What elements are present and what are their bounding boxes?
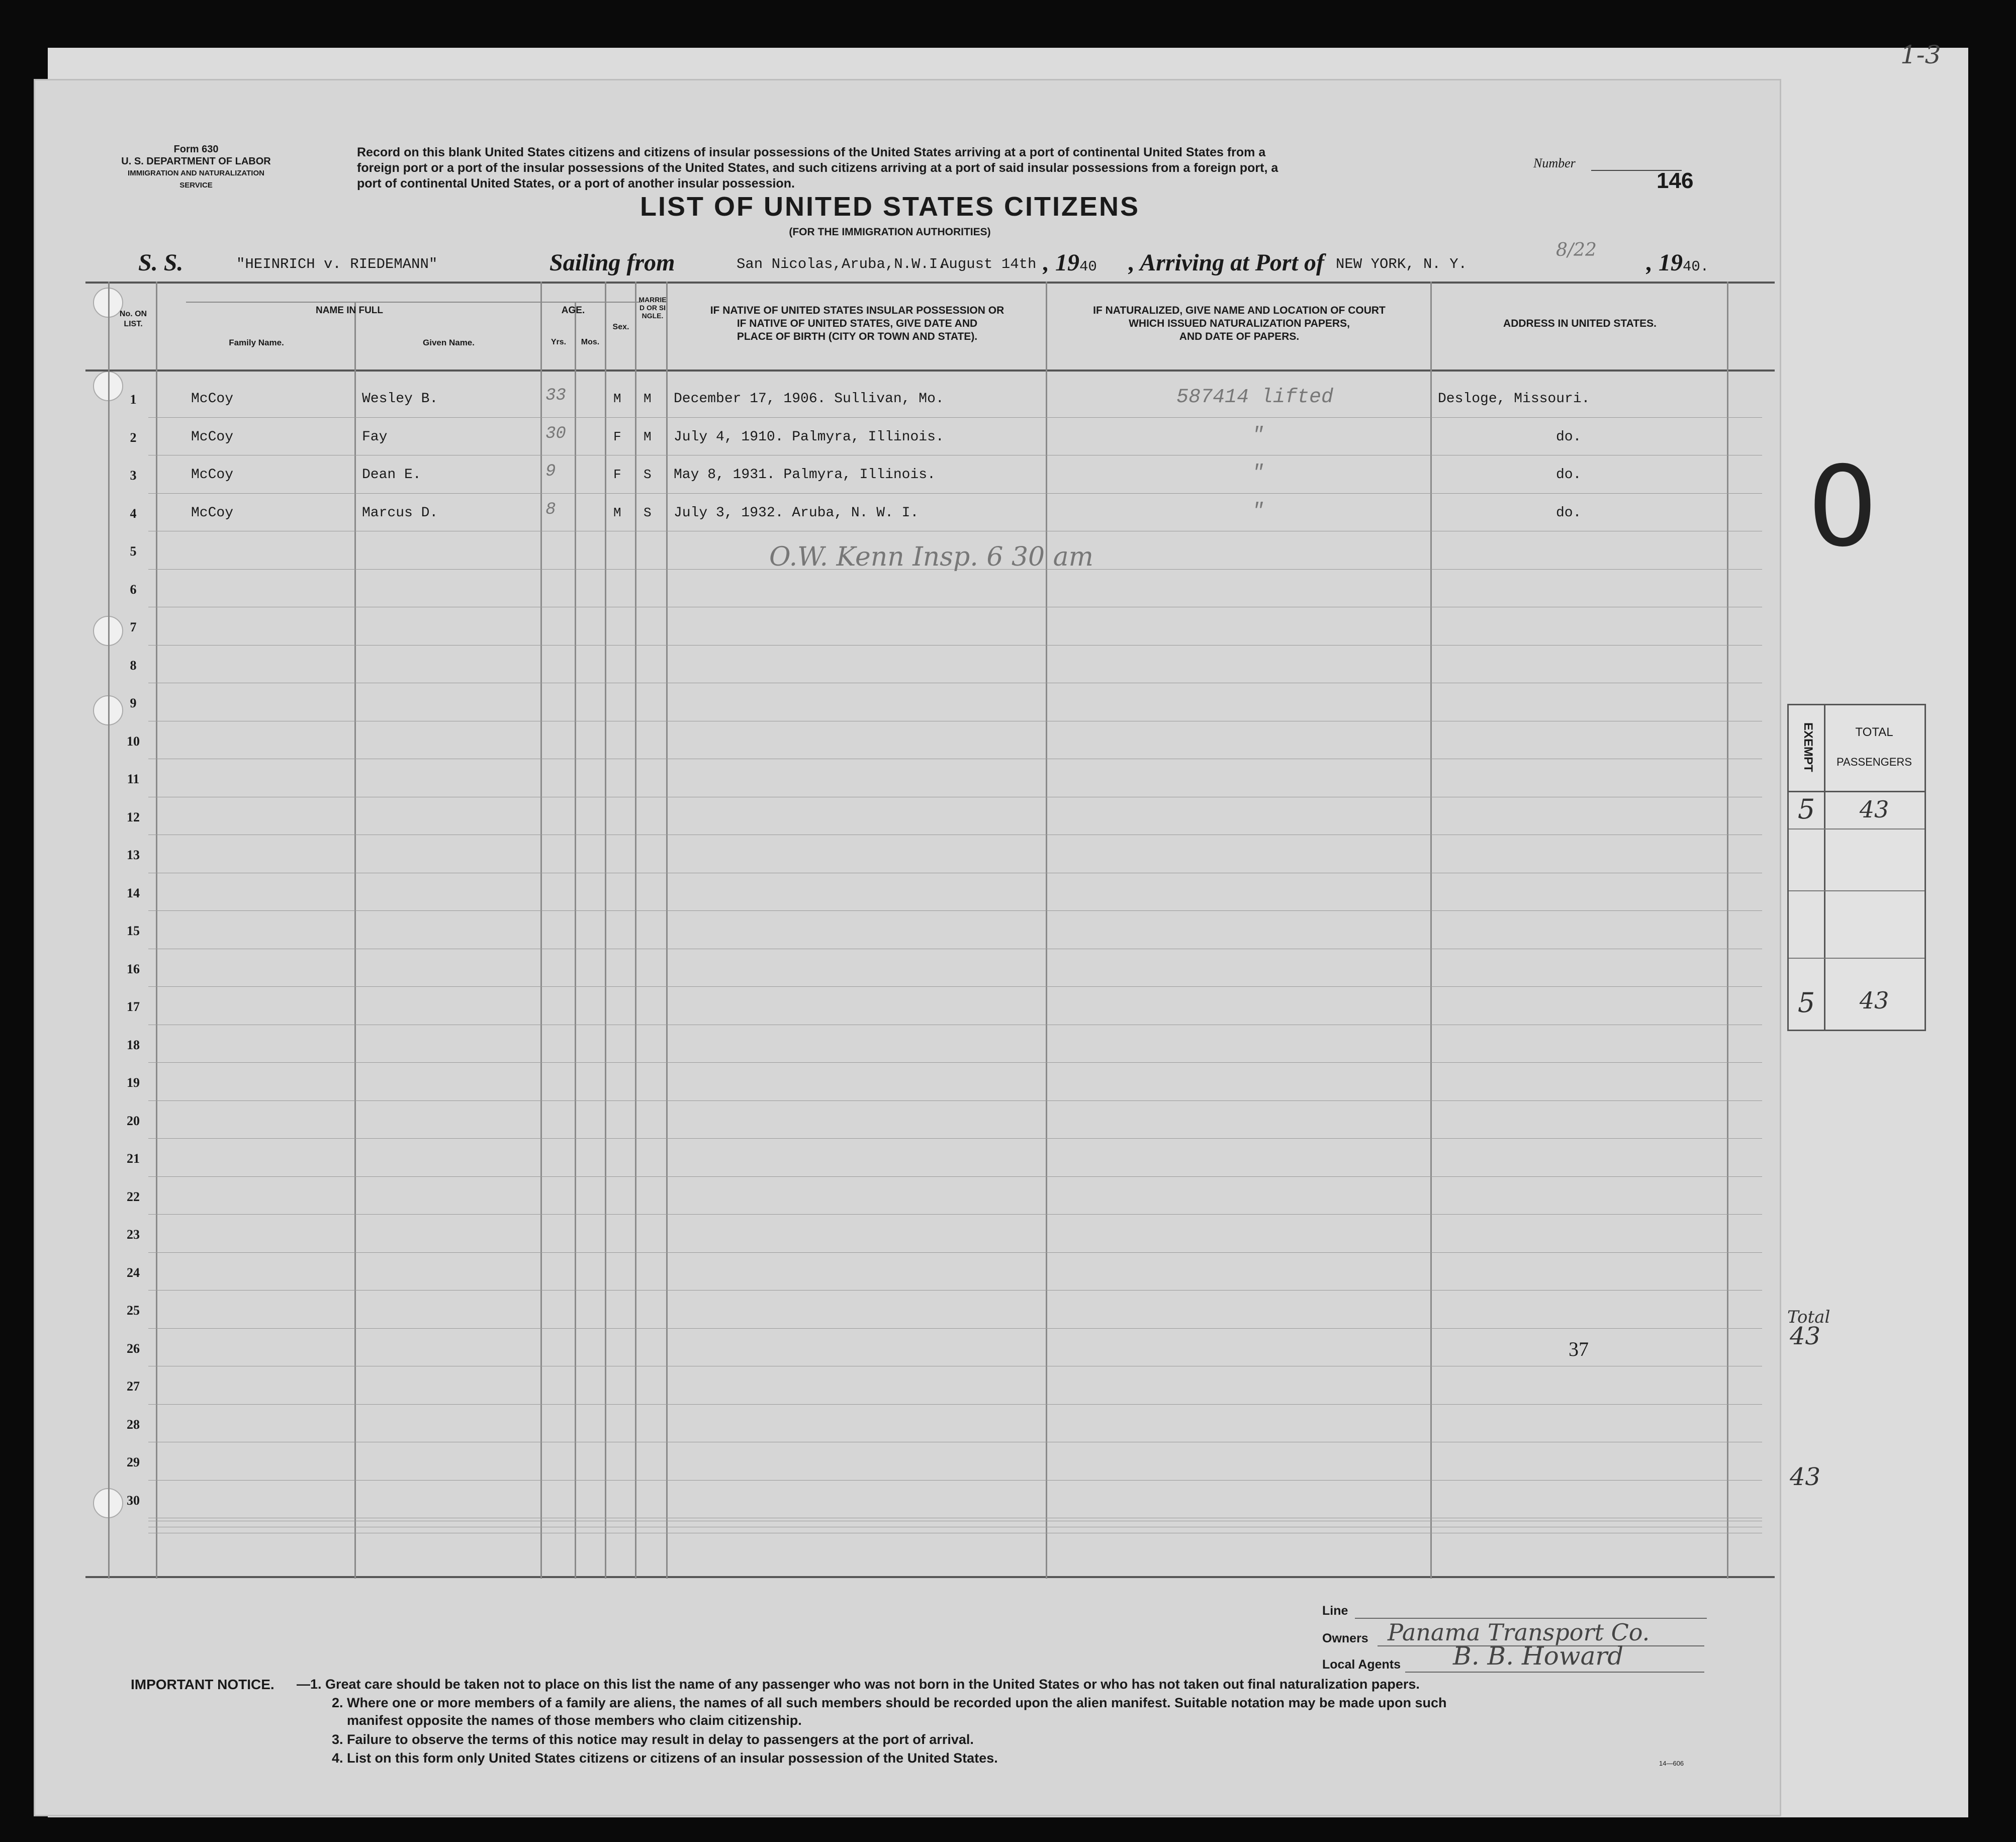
- passenger-sex: F: [613, 467, 621, 482]
- ship-name: "HEINRICH v. RIEDEMANN": [236, 256, 438, 272]
- passenger-marital-status: M: [644, 391, 652, 406]
- arrival-year: , 1940.: [1646, 249, 1709, 276]
- row-number: 5: [130, 544, 137, 559]
- large-handwritten-zero: 0: [1807, 442, 1878, 571]
- passenger-family-name: McCoy: [191, 505, 234, 521]
- exempt-label: EXEMPT: [1801, 722, 1815, 772]
- tally-total-value: 43: [1859, 796, 1889, 823]
- agents-signature: B. B. Howard: [1453, 1641, 1624, 1671]
- row-number: 20: [127, 1113, 140, 1128]
- col-header-months: Mos.: [581, 338, 600, 346]
- col-rule: [605, 282, 606, 1579]
- row-number: 18: [127, 1037, 140, 1052]
- row-number: 27: [127, 1379, 140, 1394]
- arrival-port: NEW YORK, N. Y.: [1336, 256, 1468, 272]
- age-group-rule: [566, 302, 641, 303]
- sailing-date: August 14th: [940, 256, 1037, 272]
- notice-item-3: 3. Failure to observe the terms of this notice may result in delay to passengers at the port of arrival.: [332, 1732, 974, 1747]
- col-rule: [1430, 282, 1432, 1579]
- tally-exempt-value: 5: [1797, 793, 1815, 825]
- row-number: 24: [127, 1265, 140, 1280]
- service-name: IMMIGRATION AND NATURALIZATION SERVICE: [128, 169, 264, 190]
- sail-year: , 1940: [1043, 249, 1097, 276]
- row-number: 23: [127, 1227, 140, 1242]
- row-number: 12: [127, 809, 140, 824]
- row-number: 11: [127, 772, 140, 786]
- passengers-label: PASSENGERS: [1837, 756, 1912, 768]
- form-issuer: [116, 143, 277, 192]
- passenger-birth-info: July 4, 1910. Palmyra, Illinois.: [674, 429, 944, 445]
- row-number: 25: [127, 1303, 140, 1318]
- col-header-age: AGE.: [561, 305, 585, 316]
- row-number: 7: [130, 620, 137, 634]
- passenger-sex: M: [613, 391, 621, 406]
- local-agents-label: Local Agents: [1322, 1657, 1401, 1672]
- tally-total-value-2: 43: [1859, 987, 1889, 1014]
- row-rule: [148, 1214, 1762, 1215]
- passenger-birth-info: December 17, 1906. Sullivan, Mo.: [674, 391, 944, 407]
- voyage-line: [138, 240, 1727, 279]
- notice-item-1: —1. Great care should be taken not to place on this list the name of any passenger who was not born in the United States or who has not taken out final naturalization papers.: [297, 1677, 1420, 1692]
- passenger-family-name: McCoy: [191, 391, 234, 407]
- table-header-rule: [85, 370, 1775, 372]
- line-label: Line: [1322, 1604, 1348, 1618]
- row-rule: [148, 1252, 1762, 1253]
- arrival-date: 8/22: [1556, 240, 1597, 260]
- col-header-years: Yrs.: [551, 338, 567, 346]
- passenger-naturalization: ": [1252, 424, 1264, 447]
- row-rule: [148, 1138, 1762, 1139]
- tally-rule: [1789, 828, 1925, 830]
- ss-label: S. S.: [138, 249, 184, 276]
- table-top-rule: [85, 282, 1775, 284]
- row-number: 8: [130, 658, 137, 673]
- row-rule: [148, 493, 1762, 494]
- department-name: U. S. DEPARTMENT OF LABOR: [121, 156, 271, 167]
- sailing-label: Sailing from: [549, 249, 675, 276]
- col-rule: [635, 282, 636, 1579]
- row-number: 15: [127, 924, 140, 938]
- passenger-sex: M: [613, 505, 621, 520]
- edge-total-word: Total: [1787, 1307, 1830, 1327]
- row-number: 29: [127, 1455, 140, 1469]
- passenger-address: Desloge, Missouri.: [1438, 391, 1590, 407]
- row-rule: [148, 1480, 1762, 1481]
- name-group-rule: [186, 302, 571, 303]
- total-label: TOTAL: [1855, 725, 1893, 739]
- row-number: 3: [130, 468, 137, 483]
- row-rule: [148, 417, 1762, 418]
- owners-label: Owners: [1322, 1631, 1368, 1645]
- passenger-naturalization: ": [1252, 500, 1264, 523]
- col-header-married: MARRIED OR SINGLE.: [638, 296, 667, 320]
- row-number: 10: [127, 733, 140, 749]
- table-bottom-rule: [85, 1576, 1775, 1578]
- page-count-note: 37: [1569, 1338, 1589, 1360]
- col-rule: [540, 282, 542, 1579]
- notice-item-4: 4. List on this form only United States citizens or citizens of an insular possession of the United States.: [332, 1751, 998, 1766]
- row-rule: [148, 1290, 1762, 1291]
- page-subtitle: (FOR THE IMMIGRATION AUTHORITIES): [789, 226, 991, 238]
- col-header-given-name: Given Name.: [423, 338, 475, 347]
- col-header-no: No. ON LIST.: [119, 310, 147, 328]
- form-number: Form 630: [173, 144, 219, 155]
- passenger-sex: F: [613, 429, 621, 444]
- manifest-sheet: [35, 80, 1780, 1815]
- edge-total-value: 43: [1790, 1322, 1821, 1350]
- row-number: 26: [127, 1341, 140, 1356]
- row-rule: [148, 1404, 1762, 1405]
- row-number: 21: [127, 1151, 140, 1166]
- arriving-label: , Arriving at Port of: [1129, 249, 1324, 276]
- print-code: 14—606: [1659, 1760, 1684, 1767]
- passenger-given-name: Dean E.: [362, 467, 421, 483]
- row-number: 1: [130, 392, 137, 407]
- row-rule: [148, 986, 1762, 987]
- row-rule: [148, 1328, 1762, 1329]
- inspector-note: O.W. Kenn Insp. 6 30 am: [769, 542, 1093, 572]
- row-rule: [148, 645, 1762, 646]
- col-rule: [666, 282, 668, 1579]
- passenger-naturalization: ": [1252, 462, 1264, 485]
- passenger-given-name: Fay: [362, 429, 388, 445]
- passenger-address: do.: [1556, 429, 1582, 445]
- departure-port: San Nicolas,Aruba,N.W.I.: [737, 256, 947, 272]
- passenger-tally-box: [1787, 704, 1926, 1031]
- notice-item-2-cont: manifest opposite the names of those members who claim citizenship.: [347, 1713, 802, 1728]
- row-number: 16: [127, 961, 140, 976]
- form-instructions: Record on this blank United States citizens and citizens of insular possessions of the United States arriving at a port of continental United States from a foreign port or a port of the insular possessions of the United States, and such citizens arriving at a port of said insular possessions from a foreign port, a port of continental United States, or a port of another insular possession.: [357, 145, 1278, 191]
- row-number: 28: [127, 1417, 140, 1432]
- row-rule: [148, 1062, 1762, 1063]
- row-number: 2: [130, 430, 137, 445]
- col-header-naturalized: IF NATURALIZED, GIVE NAME AND LOCATION OF COURT WHICH ISSUED NATURALIZATION PAPERS, AND DATE OF PAPERS.: [1093, 305, 1386, 342]
- col-header-name: NAME IN FULL: [315, 305, 384, 316]
- passenger-address: do.: [1556, 505, 1582, 521]
- passenger-marital-status: M: [644, 429, 652, 444]
- agents-underline: [1405, 1672, 1704, 1673]
- owners-signature: Panama Transport Co.: [1388, 1619, 1650, 1646]
- passenger-given-name: Marcus D.: [362, 505, 438, 521]
- col-rule: [1046, 282, 1047, 1579]
- row-number: 6: [130, 582, 137, 597]
- row-number: 17: [127, 999, 140, 1014]
- passenger-family-name: McCoy: [191, 429, 234, 445]
- passenger-age-years: 30: [545, 424, 566, 443]
- tally-rule: [1789, 890, 1925, 891]
- passenger-naturalization: 587414 lifted: [1176, 386, 1334, 409]
- row-rule: [148, 1176, 1762, 1177]
- passenger-age-years: 33: [545, 386, 566, 405]
- col-header-family-name: Family Name.: [229, 338, 284, 347]
- row-number: 4: [130, 506, 137, 521]
- row-rule: [148, 910, 1762, 911]
- passenger-marital-status: S: [644, 467, 652, 482]
- row-number: 13: [127, 848, 140, 862]
- corner-mark: 1-3: [1900, 40, 1941, 69]
- col-header-address: ADDRESS IN UNITED STATES.: [1503, 318, 1657, 329]
- row-number: 22: [127, 1189, 140, 1204]
- row-rule: [148, 1100, 1762, 1101]
- tally-exempt-value-2: 5: [1797, 987, 1815, 1019]
- passenger-marital-status: S: [644, 505, 652, 520]
- row-number: 19: [127, 1075, 140, 1090]
- passenger-birth-info: May 8, 1931. Palmyra, Illinois.: [674, 467, 936, 483]
- row-number: 30: [127, 1493, 140, 1508]
- page-title: LIST OF UNITED STATES CITIZENS: [640, 192, 1140, 222]
- passenger-address: do.: [1556, 467, 1582, 483]
- col-rule: [156, 282, 157, 1579]
- row-number: 14: [127, 885, 140, 900]
- passenger-given-name: Wesley B.: [362, 391, 438, 407]
- row-number: 9: [130, 696, 137, 710]
- col-header-birth: IF NATIVE OF UNITED STATES INSULAR POSSESSION OR IF NATIVE OF UNITED STATES, GIVE DATE AND PLACE OF BIRTH (CITY OR TOWN AND STATE).: [710, 305, 1004, 342]
- tally-rule: [1789, 958, 1925, 959]
- form-serial-number: 146: [1657, 168, 1694, 193]
- tally-rule: [1789, 791, 1925, 792]
- col-header-sex: Sex.: [612, 323, 629, 331]
- col-rule: [108, 282, 110, 1579]
- notice-heading: IMPORTANT NOTICE.: [131, 1677, 274, 1692]
- col-rule: [1727, 282, 1728, 1579]
- passenger-age-years: 8: [545, 500, 556, 519]
- number-label: Number: [1533, 156, 1576, 170]
- edge-total-value-2: 43: [1790, 1463, 1821, 1491]
- passenger-birth-info: July 3, 1932. Aruba, N. W. I.: [674, 505, 919, 521]
- passenger-family-name: McCoy: [191, 467, 234, 483]
- tally-divider: [1824, 705, 1825, 1030]
- passenger-age-years: 9: [545, 462, 556, 481]
- notice-item-2: 2. Where one or more members of a family are aliens, the names of all such members should be recorded upon the alien manifest. Suitable notation may be made upon such: [332, 1695, 1447, 1710]
